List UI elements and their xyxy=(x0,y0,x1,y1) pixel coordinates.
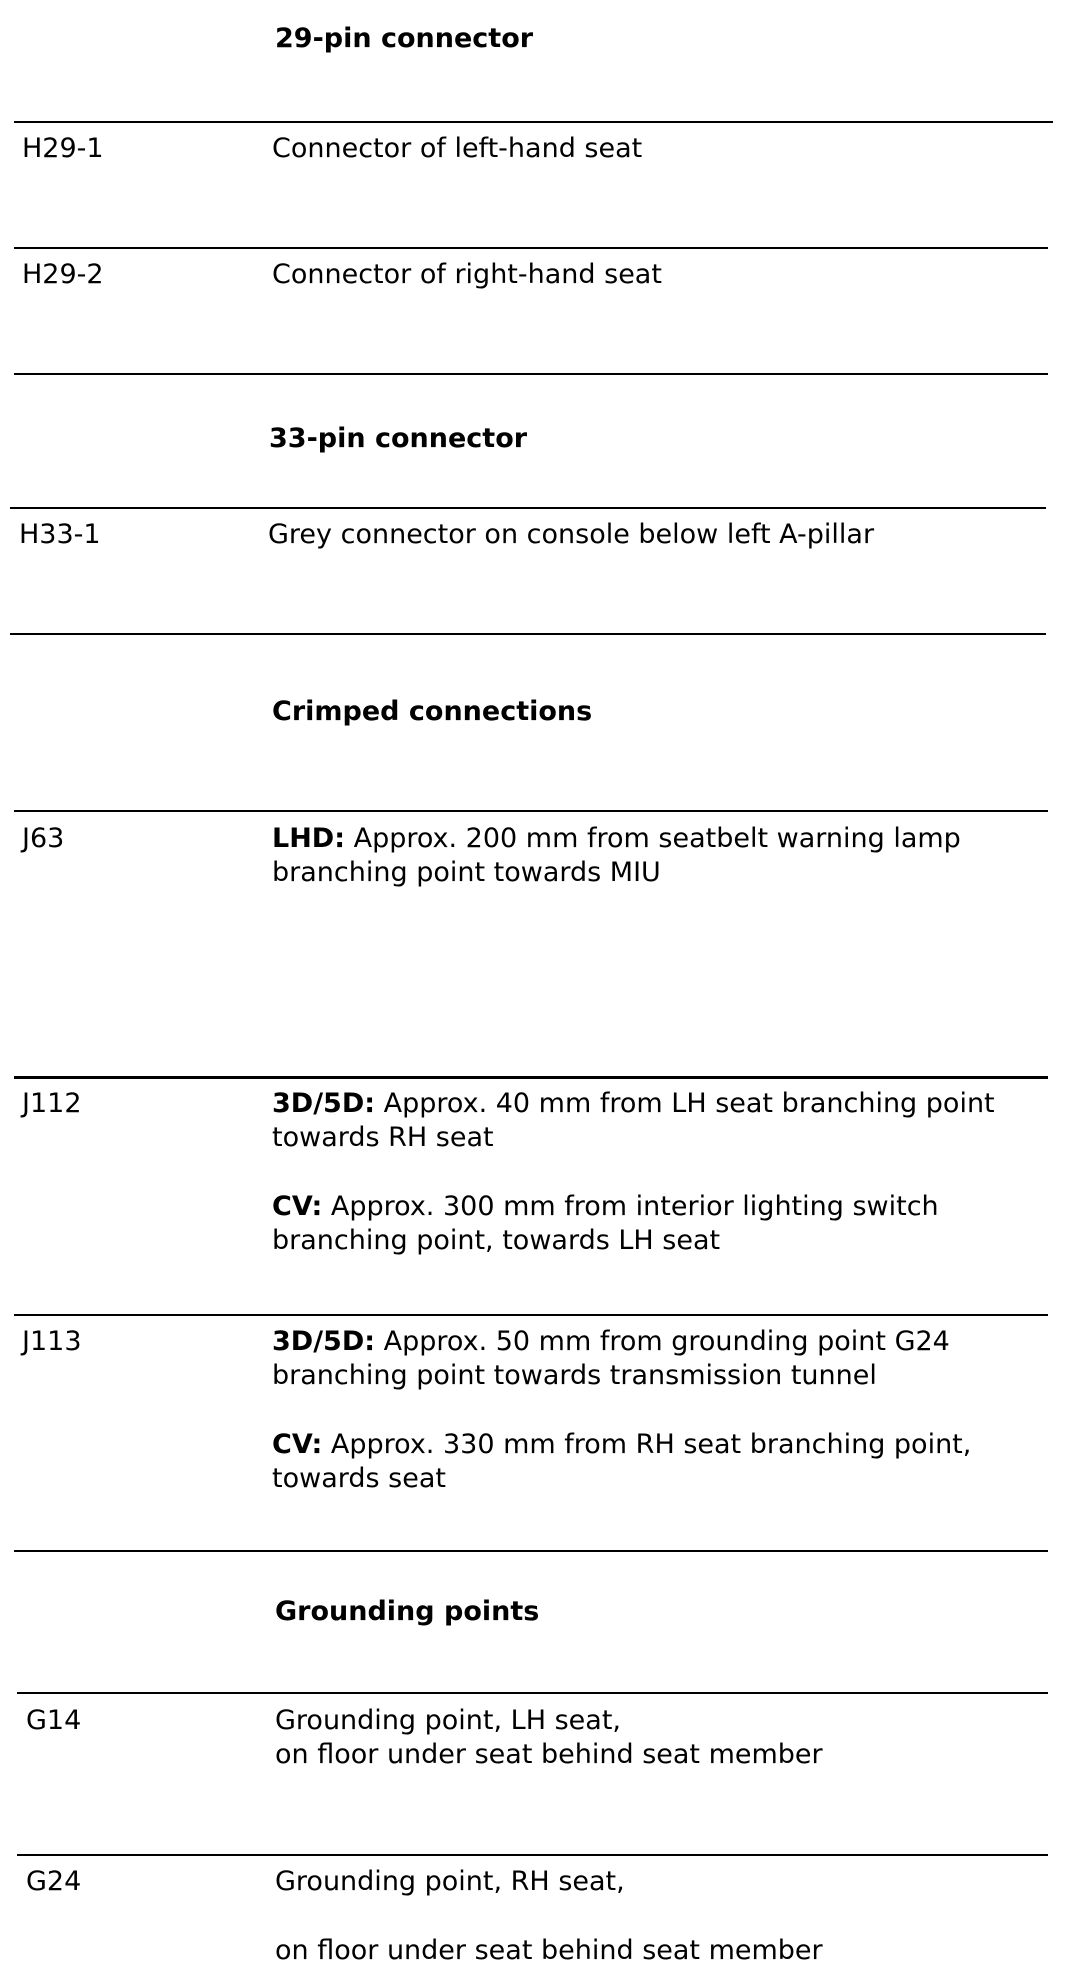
section-heading-grounding: Grounding points xyxy=(275,1596,540,1627)
section-heading-33-pin: 33-pin connector xyxy=(269,423,528,454)
row-desc-g14-line2: on floor under seat behind seat member xyxy=(275,1739,823,1770)
desc-text: Approx. 300 mm from interior lighting switch xyxy=(322,1191,939,1222)
section-heading-29-pin: 29-pin connector xyxy=(275,23,534,54)
row-code-h33-1: H33-1 xyxy=(19,519,101,550)
row-desc-h29-1: Connector of left-hand seat xyxy=(272,133,643,164)
desc-text: Approx. 40 mm from LH seat branching point xyxy=(375,1088,995,1119)
row-desc-j63-line1 xyxy=(272,822,961,856)
divider xyxy=(14,373,1048,375)
row-code-j112: J112 xyxy=(22,1088,82,1119)
divider xyxy=(14,247,1048,249)
section-heading-crimped: Crimped connections xyxy=(272,696,593,727)
row-desc-j113-line3 xyxy=(272,1428,971,1462)
divider xyxy=(14,121,1053,123)
divider xyxy=(10,633,1046,635)
variant-label: 3D/5D: xyxy=(272,1326,376,1357)
row-desc-j112-line2: towards RH seat xyxy=(272,1122,494,1153)
row-code-h29-1: H29-1 xyxy=(22,133,104,164)
divider xyxy=(14,810,1048,812)
divider xyxy=(14,1314,1048,1316)
divider xyxy=(10,507,1046,509)
row-desc-j113-line1 xyxy=(272,1325,950,1359)
divider xyxy=(17,1692,1048,1694)
divider xyxy=(17,1854,1048,1856)
row-desc-j112-line3 xyxy=(272,1190,939,1224)
row-desc-j112-line4: branching point, towards LH seat xyxy=(272,1225,721,1256)
desc-text: Approx. 50 mm from grounding point G24 xyxy=(375,1326,950,1357)
row-code-g14: G14 xyxy=(26,1705,82,1736)
row-desc-j63-line2: branching point towards MIU xyxy=(272,857,661,888)
variant-label: 3D/5D: xyxy=(272,1088,376,1119)
row-desc-j113-line4: towards seat xyxy=(272,1463,446,1494)
row-desc-j112-line1 xyxy=(272,1087,995,1121)
row-code-j63: J63 xyxy=(22,823,65,854)
divider xyxy=(14,1076,1048,1079)
row-desc-g24-line1: Grounding point, RH seat, xyxy=(275,1866,625,1897)
row-desc-g14-line1: Grounding point, LH seat, xyxy=(275,1705,621,1736)
divider xyxy=(14,1550,1048,1552)
row-desc-h29-2: Connector of right-hand seat xyxy=(272,259,662,290)
desc-text: Approx. 330 mm from RH seat branching point, xyxy=(322,1429,972,1460)
variant-label: CV: xyxy=(272,1191,323,1222)
row-code-j113: J113 xyxy=(22,1326,82,1357)
row-code-h29-2: H29-2 xyxy=(22,259,104,290)
row-desc-h33-1: Grey connector on console below left A-pillar xyxy=(268,519,875,550)
variant-label: LHD: xyxy=(272,823,346,854)
row-code-g24: G24 xyxy=(26,1866,82,1897)
row-desc-j113-line2: branching point towards transmission tunnel xyxy=(272,1360,877,1391)
row-desc-g24-line2: on floor under seat behind seat member xyxy=(275,1935,823,1966)
variant-label: CV: xyxy=(272,1429,323,1460)
desc-text: Approx. 200 mm from seatbelt warning lamp xyxy=(345,823,961,854)
